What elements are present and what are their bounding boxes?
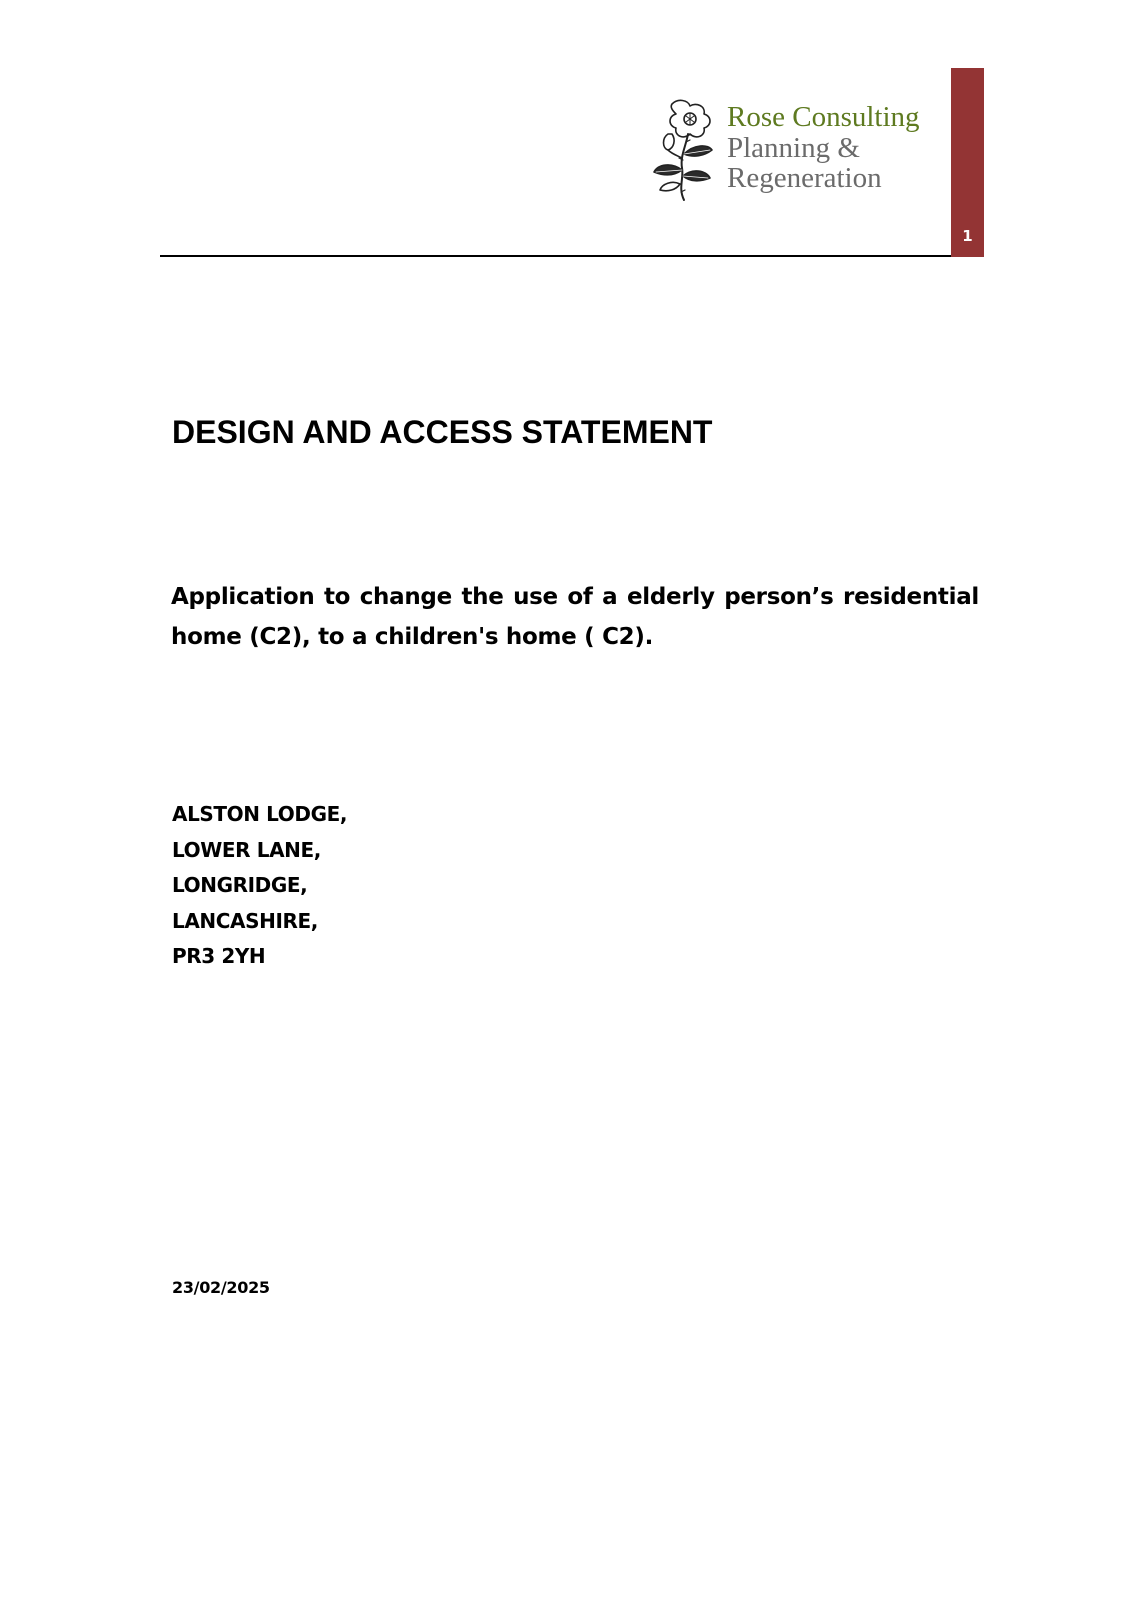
document-title: DESIGN AND ACCESS STATEMENT [172, 414, 713, 450]
address-line: LANCASHIRE, [172, 908, 318, 933]
document-subtitle: Application to change the use of a elderly person’s residential home (C2), to a children's home ( C2). [171, 584, 979, 650]
address-line: ALSTON LODGE, [172, 802, 348, 826]
header-divider [160, 255, 951, 257]
page-number: 1 [962, 227, 973, 245]
address-line: LONGRIDGE, [172, 873, 308, 897]
site-address [172, 797, 347, 975]
logo-tagline-line2: Regeneration [727, 162, 882, 194]
address-postcode: PR3 2YH [172, 944, 266, 968]
company-logo [650, 98, 940, 203]
rose-emblem-icon [650, 98, 720, 202]
logo-tagline-line1: Planning & [727, 132, 860, 164]
address-line: LOWER LANE, [172, 837, 321, 862]
logo-company-name: Rose Consulting [727, 101, 920, 133]
document-date: 23/02/2025 [172, 1278, 270, 1297]
